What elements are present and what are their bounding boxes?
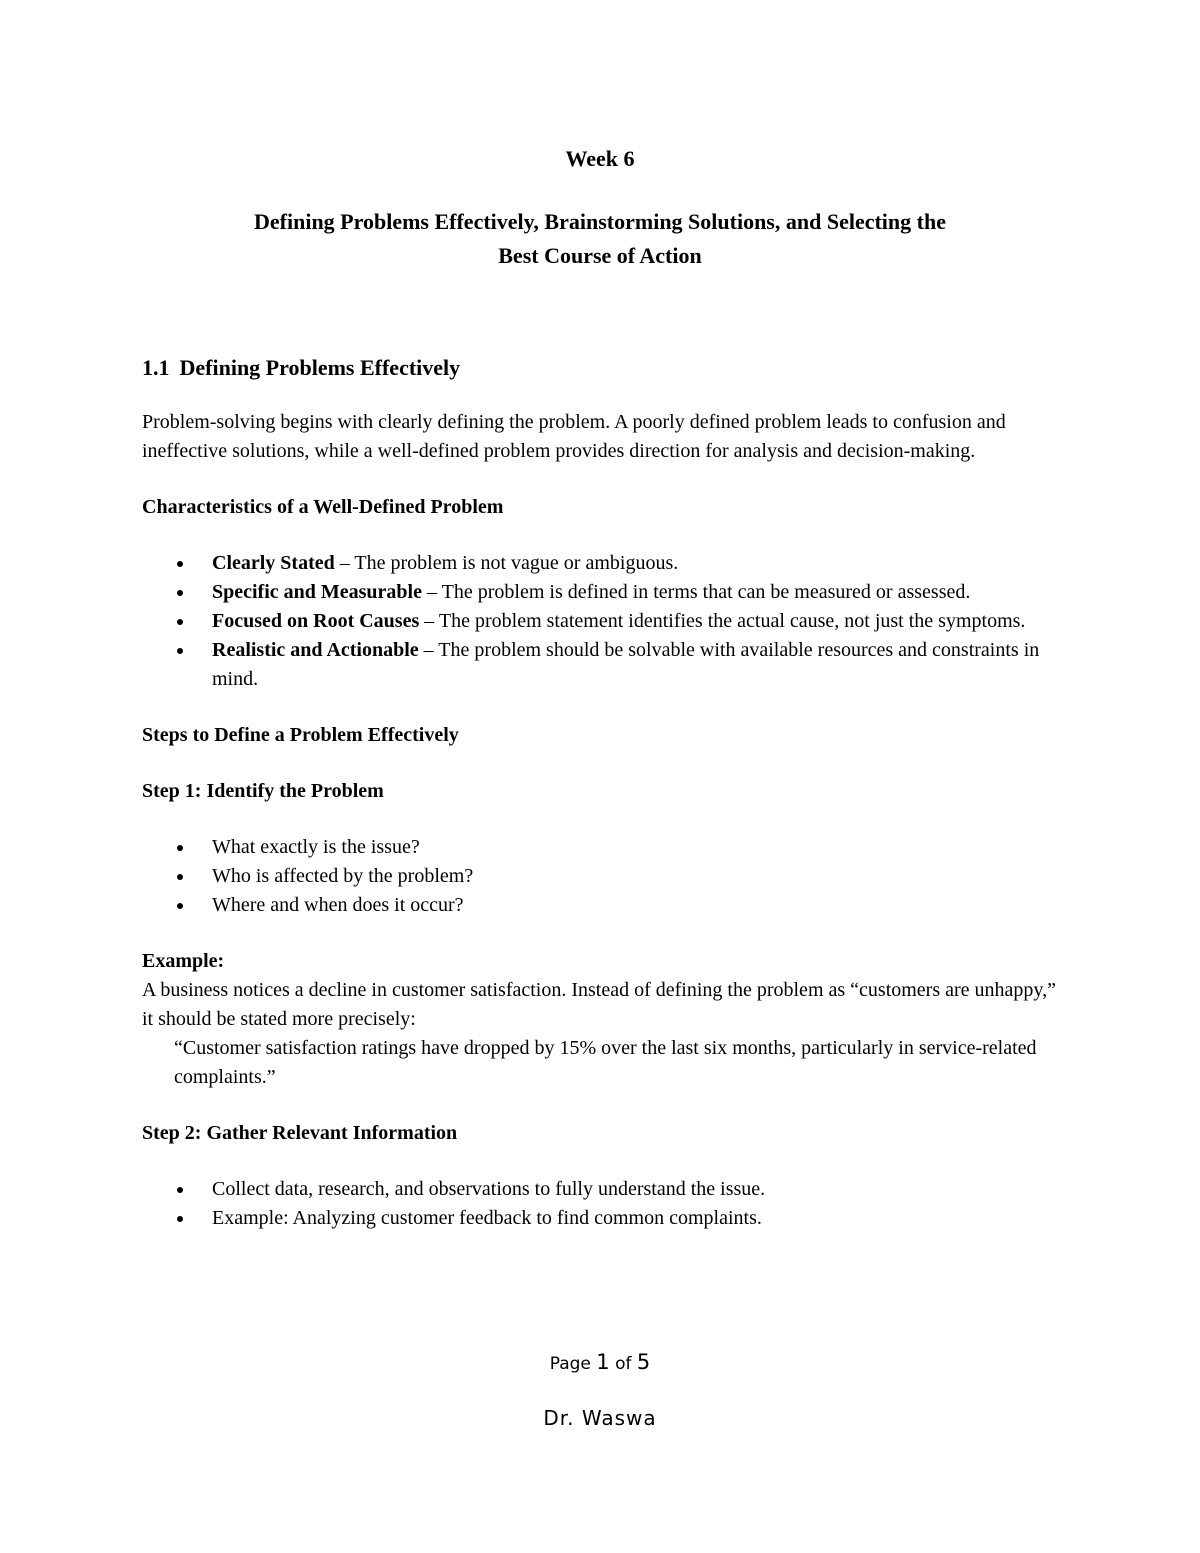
item-text: – The problem is not vague or ambiguous. <box>334 552 679 574</box>
page-prefix: Page <box>549 1354 591 1374</box>
item-term: Realistic and Actionable <box>212 639 419 661</box>
step1-list <box>142 833 1062 920</box>
item-text: – The problem statement identifies the actual cause, not just the symptoms. <box>419 610 1026 632</box>
characteristics-list <box>142 549 1062 694</box>
item-term: Clearly Stated <box>212 552 335 574</box>
week-label: Week 6 <box>565 146 635 171</box>
characteristics-heading: Characteristics of a Well-Defined Problem <box>142 496 504 518</box>
list-item: Collect data, research, and observations to fully understand the issue. <box>142 1175 1062 1204</box>
list-item: Where and when does it occur? <box>142 891 1062 920</box>
section-number: 1.1 <box>142 355 170 380</box>
item-text: – The problem is defined in terms that can be measured or assessed. <box>422 581 971 603</box>
document-body <box>142 352 1062 1260</box>
list-item <box>142 578 1062 607</box>
step2-heading: Step 2: Gather Relevant Information <box>142 1122 458 1144</box>
title-line-1: Defining Problems Effectively, Brainstorming Solutions, and Selecting the <box>254 209 946 234</box>
example-label: Example: <box>142 950 225 972</box>
step1-heading: Step 1: Identify the Problem <box>142 780 384 802</box>
steps-heading: Steps to Define a Problem Effectively <box>142 724 459 746</box>
section-title: Defining Problems Effectively <box>179 355 461 380</box>
step2-list <box>142 1175 1062 1233</box>
document-title <box>0 205 1200 273</box>
page-total: 5 <box>636 1350 651 1374</box>
list-item: Who is affected by the problem? <box>142 862 1062 891</box>
list-item <box>142 607 1062 636</box>
list-item: What exactly is the issue? <box>142 833 1062 862</box>
page-number <box>0 1350 1200 1374</box>
list-item <box>142 636 1062 694</box>
intro-paragraph: Problem-solving begins with clearly defining the problem. A poorly defined problem leads to confusion and ineffective solutions, while a well-defined problem provides direction for analysis and decision-making. <box>142 411 1006 462</box>
page-of: of <box>615 1354 632 1374</box>
item-text: – The problem should be solvable with available resources and constraints in mind. <box>212 639 1040 690</box>
section-heading <box>142 352 1062 384</box>
title-line-2: Best Course of Action <box>498 243 702 268</box>
item-term: Specific and Measurable <box>212 581 422 603</box>
list-item <box>142 549 1062 578</box>
list-item: Example: Analyzing customer feedback to find common complaints. <box>142 1204 1062 1233</box>
example-quote: “Customer satisfaction ratings have dropped by 15% over the last six months, particularly in service-related complaints.” <box>174 1037 1037 1088</box>
page-current: 1 <box>596 1350 610 1374</box>
item-term: Focused on Root Causes <box>212 610 420 632</box>
author-name: Dr. Waswa <box>543 1406 657 1430</box>
example-text: A business notices a decline in customer satisfaction. Instead of defining the problem as “customers are unhappy,” it should be stated more precisely: <box>142 979 1056 1030</box>
